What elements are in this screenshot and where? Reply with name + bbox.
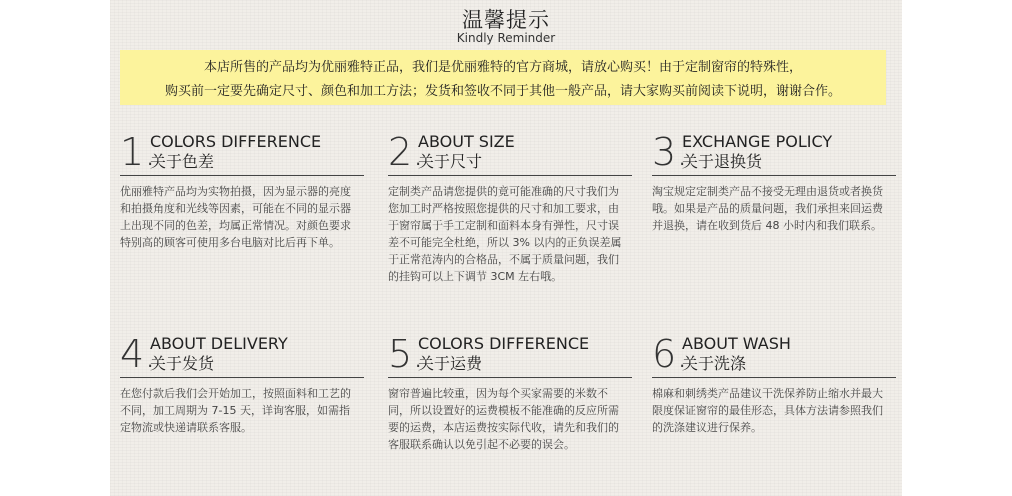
section-shipping-fee <box>388 332 660 453</box>
section-body: 定制类产品请您提供的竟可能准确的尺寸我们为您加工时严格按照您提供的尺寸和加工要求，由于窗帘属于手工定制和面料本身有弹性，尺寸误差不可能完全杜绝，所以 3% 以内的正负误差属于正常范涛内的合格品，不属于质量问题，我们的挂钩可以上下调节 3CM 左右哦。 <box>388 185 622 283</box>
section-title-zh: 关于洗涤 <box>682 354 747 373</box>
section-body: 优丽雅特产品均为实物拍摄，因为显示器的亮度和拍摄角度和光线等因素，可能在不同的显示器上出现不同的色差，均属正常情况。对颜色要求特别高的顾客可使用多台电脑对比后再下单。 <box>120 185 351 249</box>
notice-line-1: 本店所售的产品均为优丽雅特正品，我们是优丽雅特的官方商城，请放心购买！由于定制窗帘的特殊性， <box>203 60 802 75</box>
section-title-en: ABOUT DELIVERY <box>150 334 288 353</box>
section-divider <box>120 377 364 378</box>
section-title-en: EXCHANGE POLICY <box>682 132 833 151</box>
section-number: 1. <box>120 130 157 174</box>
section-body: 棉麻和刺绣类产品建议干洗保养防止缩水并最大限度保证窗帘的最佳形态，具体方法请参照我们的洗涤建议进行保养。 <box>652 387 883 434</box>
notice-banner <box>120 50 886 105</box>
section-divider <box>652 175 896 176</box>
section-divider <box>120 175 364 176</box>
section-title-en: ABOUT WASH <box>682 334 791 353</box>
section-about-wash <box>652 332 924 436</box>
section-body: 窗帘普遍比较重，因为每个买家需要的米数不同，所以设置好的运费模板不能准确的反应所需要的运费，本店运费按实际代收，请先和我们的客服联系确认以免引起不必要的误会。 <box>388 387 619 451</box>
section-number: 3. <box>652 130 689 174</box>
section-about-size <box>388 130 660 285</box>
section-number: 6. <box>652 332 689 376</box>
section-divider <box>388 377 632 378</box>
notice-line-2: 购买前一定要先确定尺寸、颜色和加工方法；发货和签收不同于其他一般产品，请大家购买前阅读下说明，谢谢合作。 <box>164 84 841 99</box>
section-about-delivery <box>120 332 392 436</box>
section-title-en: COLORS DIFFERENCE <box>150 132 322 151</box>
section-number: 4. <box>120 332 157 376</box>
page-title: 温馨提示 <box>462 8 550 32</box>
section-title-zh: 关于发货 <box>150 354 215 373</box>
section-number: 2. <box>388 130 425 174</box>
section-number: 5. <box>388 332 425 376</box>
section-title-zh: 关于运费 <box>418 354 483 373</box>
section-title-zh: 关于色差 <box>150 152 215 171</box>
section-title-zh: 关于尺寸 <box>418 152 483 171</box>
page-subtitle: Kindly Reminder <box>456 31 556 45</box>
section-divider <box>652 377 896 378</box>
section-title-en: COLORS DIFFERENCE <box>418 334 590 353</box>
section-title-en: ABOUT SIZE <box>418 132 515 151</box>
section-divider <box>388 175 632 176</box>
section-body: 在您付款后我们会开始加工，按照面料和工艺的不同，加工周期为 7-15 天，详询客服，如需指定物流或快递请联系客服。 <box>120 387 351 434</box>
section-colors-difference <box>120 130 392 251</box>
section-exchange-policy <box>652 130 924 234</box>
section-title-zh: 关于退换货 <box>682 152 763 171</box>
section-body: 淘宝规定定制类产品不接受无理由退货或者换货哦。如果是产品的质量问题，我们承担来回运费并退换，请在收到货后 48 小时内和我们联系。 <box>652 185 883 232</box>
